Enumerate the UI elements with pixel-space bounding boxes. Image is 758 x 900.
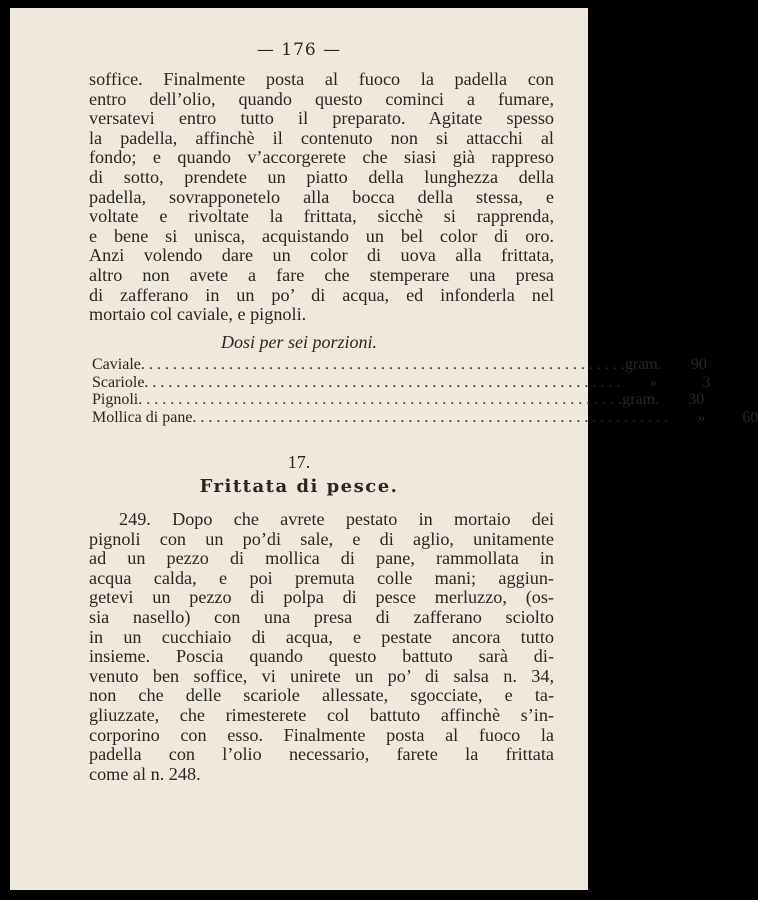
text-line: venuto ben soffice, vi unirete un po’ di salsa n. 34, — [89, 665, 554, 686]
dose-row — [92, 373, 711, 392]
text-line: gliuzzate, che rimesterete col battuto affinchè s’in- — [89, 704, 554, 725]
dose-unit: » — [649, 373, 658, 391]
dose-unit: .gram. — [618, 391, 660, 408]
text-line: 249. Dopo che avrete pestato in mortaio dei — [119, 509, 554, 529]
text-line: in un cucchiaio di acqua, e pestate ancora tutto — [89, 626, 554, 647]
dot-leader: ............................................................ — [144, 373, 625, 391]
dose-row — [92, 408, 758, 427]
dose-quantity: 60 — [742, 408, 758, 426]
book-page — [10, 8, 758, 890]
text-line: fondo; e quando v’accorgerete che siasi già rappreso — [89, 147, 554, 168]
dose-quantity: 90 — [690, 356, 707, 373]
text-line: corporino con esso. Finalmente posta al fuoco la — [89, 724, 554, 745]
text-line: sia nasello) con una presa di zafferano sciolto — [89, 606, 554, 627]
text-line: pignoli con un po’di sale, e di aglio, unitamente — [89, 528, 554, 549]
dose-row — [92, 356, 707, 374]
dot-leader: ............................................................ — [140, 356, 621, 373]
dose-unit: .gram. — [620, 356, 662, 373]
text-line: ad un pezzo di mollica di pane, rammollata in — [89, 548, 554, 569]
text-line: non che delle scariole allessate, sgocciate, e ta- — [89, 685, 554, 706]
page-number: — 176 — — [256, 40, 342, 60]
dot-leader: ............................................................ — [138, 391, 619, 408]
dose-ingredient: Scariole — [92, 373, 145, 391]
doses-title: Dosi per sei porzioni. — [220, 332, 377, 352]
text-line: insieme. Poscia quando questo battuto sarà di- — [89, 646, 554, 667]
text-line: soffice. Finalmente posta al fuoco la padella con — [89, 69, 554, 89]
dot-leader: ............................................................ — [192, 408, 673, 426]
text-line: mortaio col caviale, e pignoli. — [89, 304, 307, 325]
dose-ingredient: Mollica di pane — [92, 408, 193, 426]
dose-ingredient: Pignoli — [92, 391, 139, 408]
text-line: entro dell’olio, quando questo cominci a fumare, — [89, 88, 554, 109]
text-line: Anzi volendo dare un color di uova alla frittata, — [89, 245, 554, 266]
text-line: di zafferano in un po’ di acqua, ed infonderla nel — [89, 284, 554, 305]
recipe-paragraph — [89, 510, 554, 784]
dose-quantity: 3 — [702, 373, 711, 391]
recipe-number: 17. — [287, 452, 311, 472]
text-line: acqua calda, e poi premuta colle mani; aggiun- — [89, 567, 554, 588]
dose-row — [92, 391, 705, 409]
text-line: voltate e rivoltate la frittata, sicchè si rapprenda, — [89, 206, 554, 227]
text-line: la padella, affinchè il contenuto non si attacchi al — [89, 127, 554, 148]
text-line: padella, sovrapponetelo alla bocca della stessa, e — [89, 186, 554, 207]
dose-unit: » — [697, 408, 706, 426]
paragraph-continuation — [89, 70, 554, 325]
dose-ingredient: Caviale — [92, 356, 141, 373]
text-line: come al n. 248. — [89, 763, 201, 784]
text-line: padella con l’olio necessario, farete la frittata — [89, 744, 554, 765]
text-line: di sotto, prendete un piatto della lunghezza della — [89, 166, 554, 187]
doses-list — [92, 356, 758, 426]
text-line: e bene si unisca, acquistando un bel color di oro. — [89, 225, 554, 246]
dose-quantity: 30 — [688, 391, 705, 408]
text-line: getevi un pezzo di polpa di pesce merluzzo, (os- — [89, 587, 554, 608]
recipe-title: Frittata di pesce. — [199, 476, 399, 497]
text-line: versatevi entro tutto il preparato. Agitate spesso — [89, 108, 554, 129]
text-line: altro non avete a fare che stemperare una presa — [89, 264, 554, 285]
